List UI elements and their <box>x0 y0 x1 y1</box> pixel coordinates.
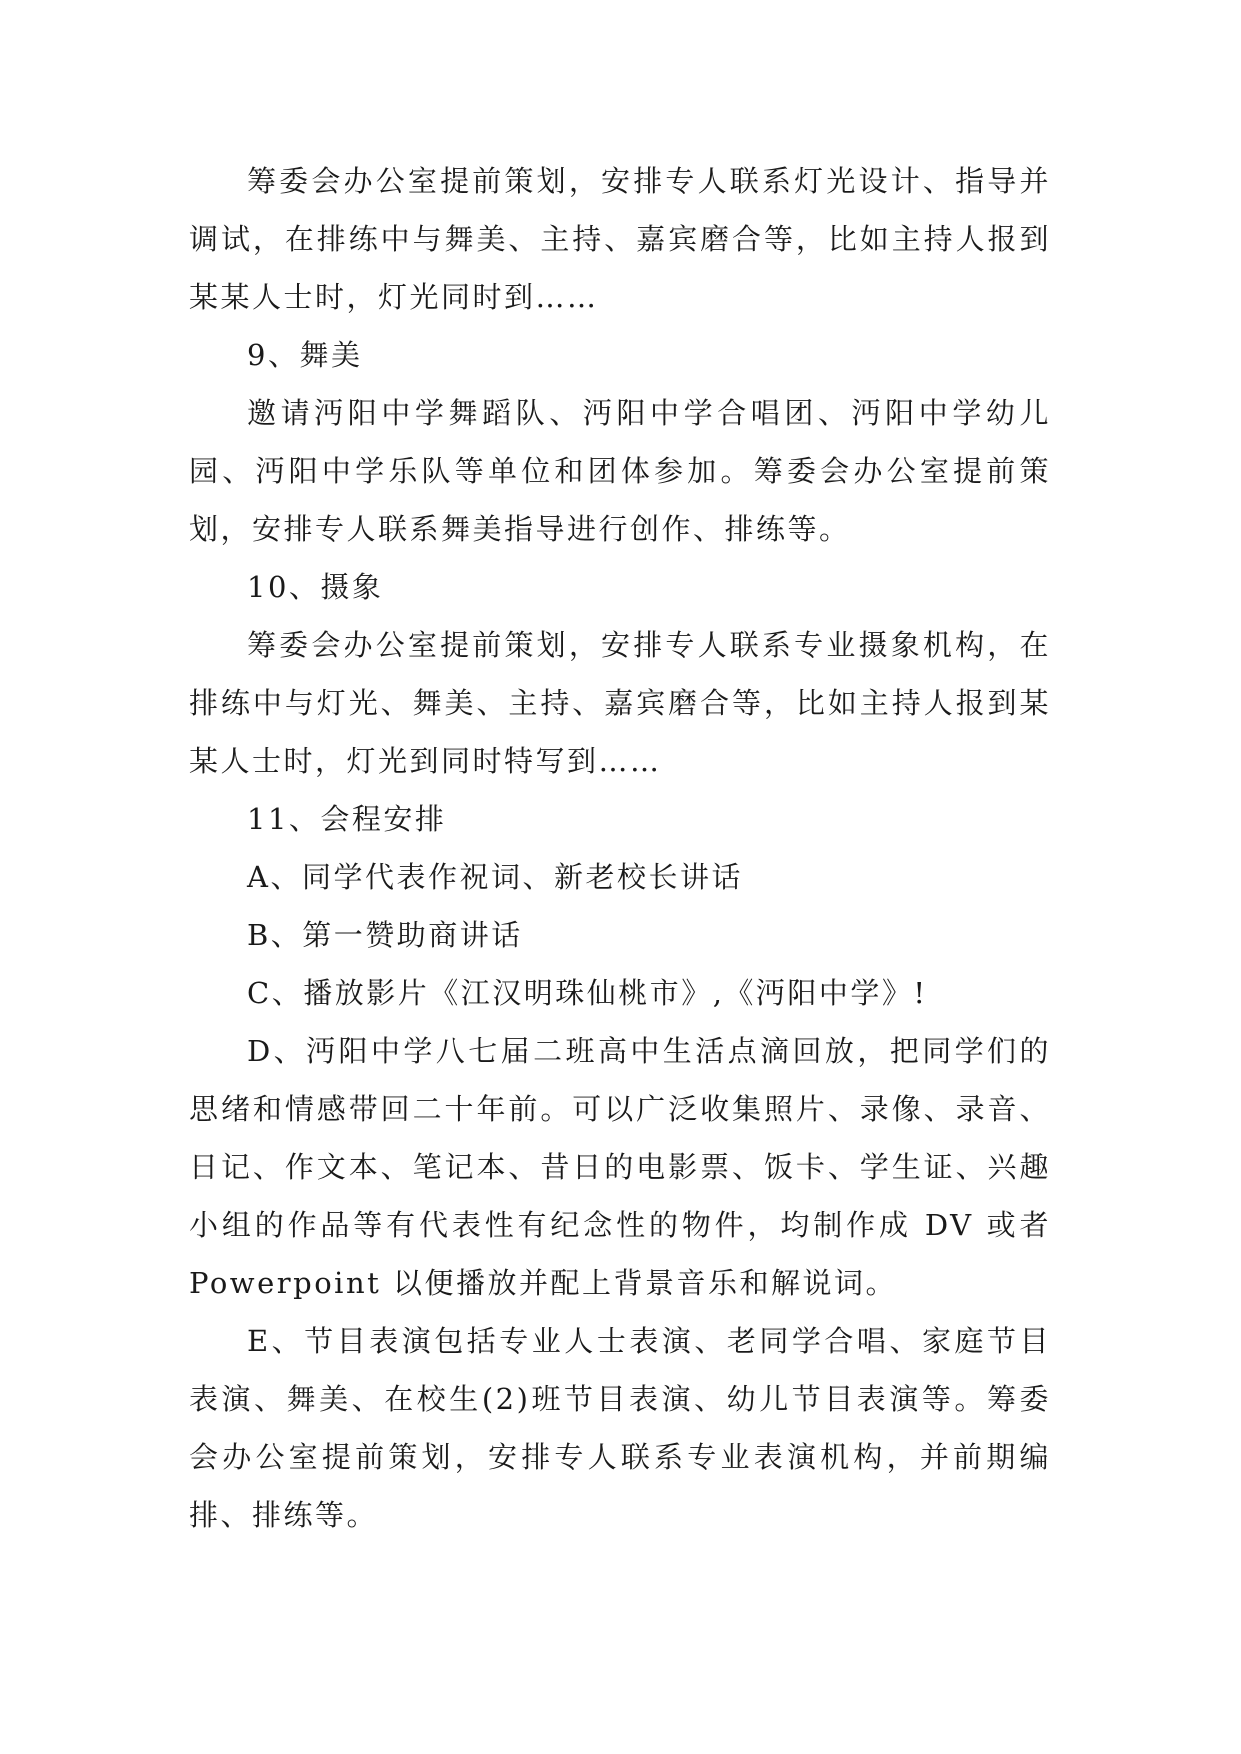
agenda-item-e: E、节目表演包括专业人士表演、老同学合唱、家庭节目表演、舞美、在校生(2)班节目表演、幼儿节目表演等。筹委会办公室提前策划，安排专人联系专业表演机构，并前期编排、排练等。 <box>189 1324 1051 1532</box>
document-body <box>189 152 1051 1544</box>
heading-video: 10、摄象 <box>247 570 384 604</box>
paragraph-video: 筹委会办公室提前策划，安排专人联系专业摄象机构，在排练中与灯光、舞美、主持、嘉宾磨合等，比如主持人报到某某人士时，灯光到同时特写到…… <box>189 628 1051 778</box>
paragraph-stage-art: 邀请沔阳中学舞蹈队、沔阳中学合唱团、沔阳中学幼儿园、沔阳中学乐队等单位和团体参加。筹委会办公室提前策划，安排专人联系舞美指导进行创作、排练等。 <box>189 396 1051 546</box>
agenda-item-d: D、沔阳中学八七届二班高中生活点滴回放，把同学们的思绪和情感带回二十年前。可以广泛收集照片、录像、录音、日记、作文本、笔记本、昔日的电影票、饭卡、学生证、兴趣小组的作品等有代表性有纪念性的物件，均制作成 DV 或者 Powerpoint 以便播放并配上背景音乐和解说词。 <box>189 1034 1051 1300</box>
agenda-item-c: C、播放影片《江汉明珠仙桃市》,《沔阳中学》! <box>247 976 928 1010</box>
agenda-item-a: A、同学代表作祝词、新老校长讲话 <box>247 860 743 894</box>
heading-stage-art: 9、舞美 <box>247 338 363 372</box>
paragraph-lighting: 筹委会办公室提前策划，安排专人联系灯光设计、指导并调试，在排练中与舞美、主持、嘉宾磨合等，比如主持人报到某某人士时，灯光同时到…… <box>189 164 1051 314</box>
heading-agenda: 11、会程安排 <box>247 802 447 836</box>
agenda-item-b: B、第一赞助商讲话 <box>247 918 523 952</box>
